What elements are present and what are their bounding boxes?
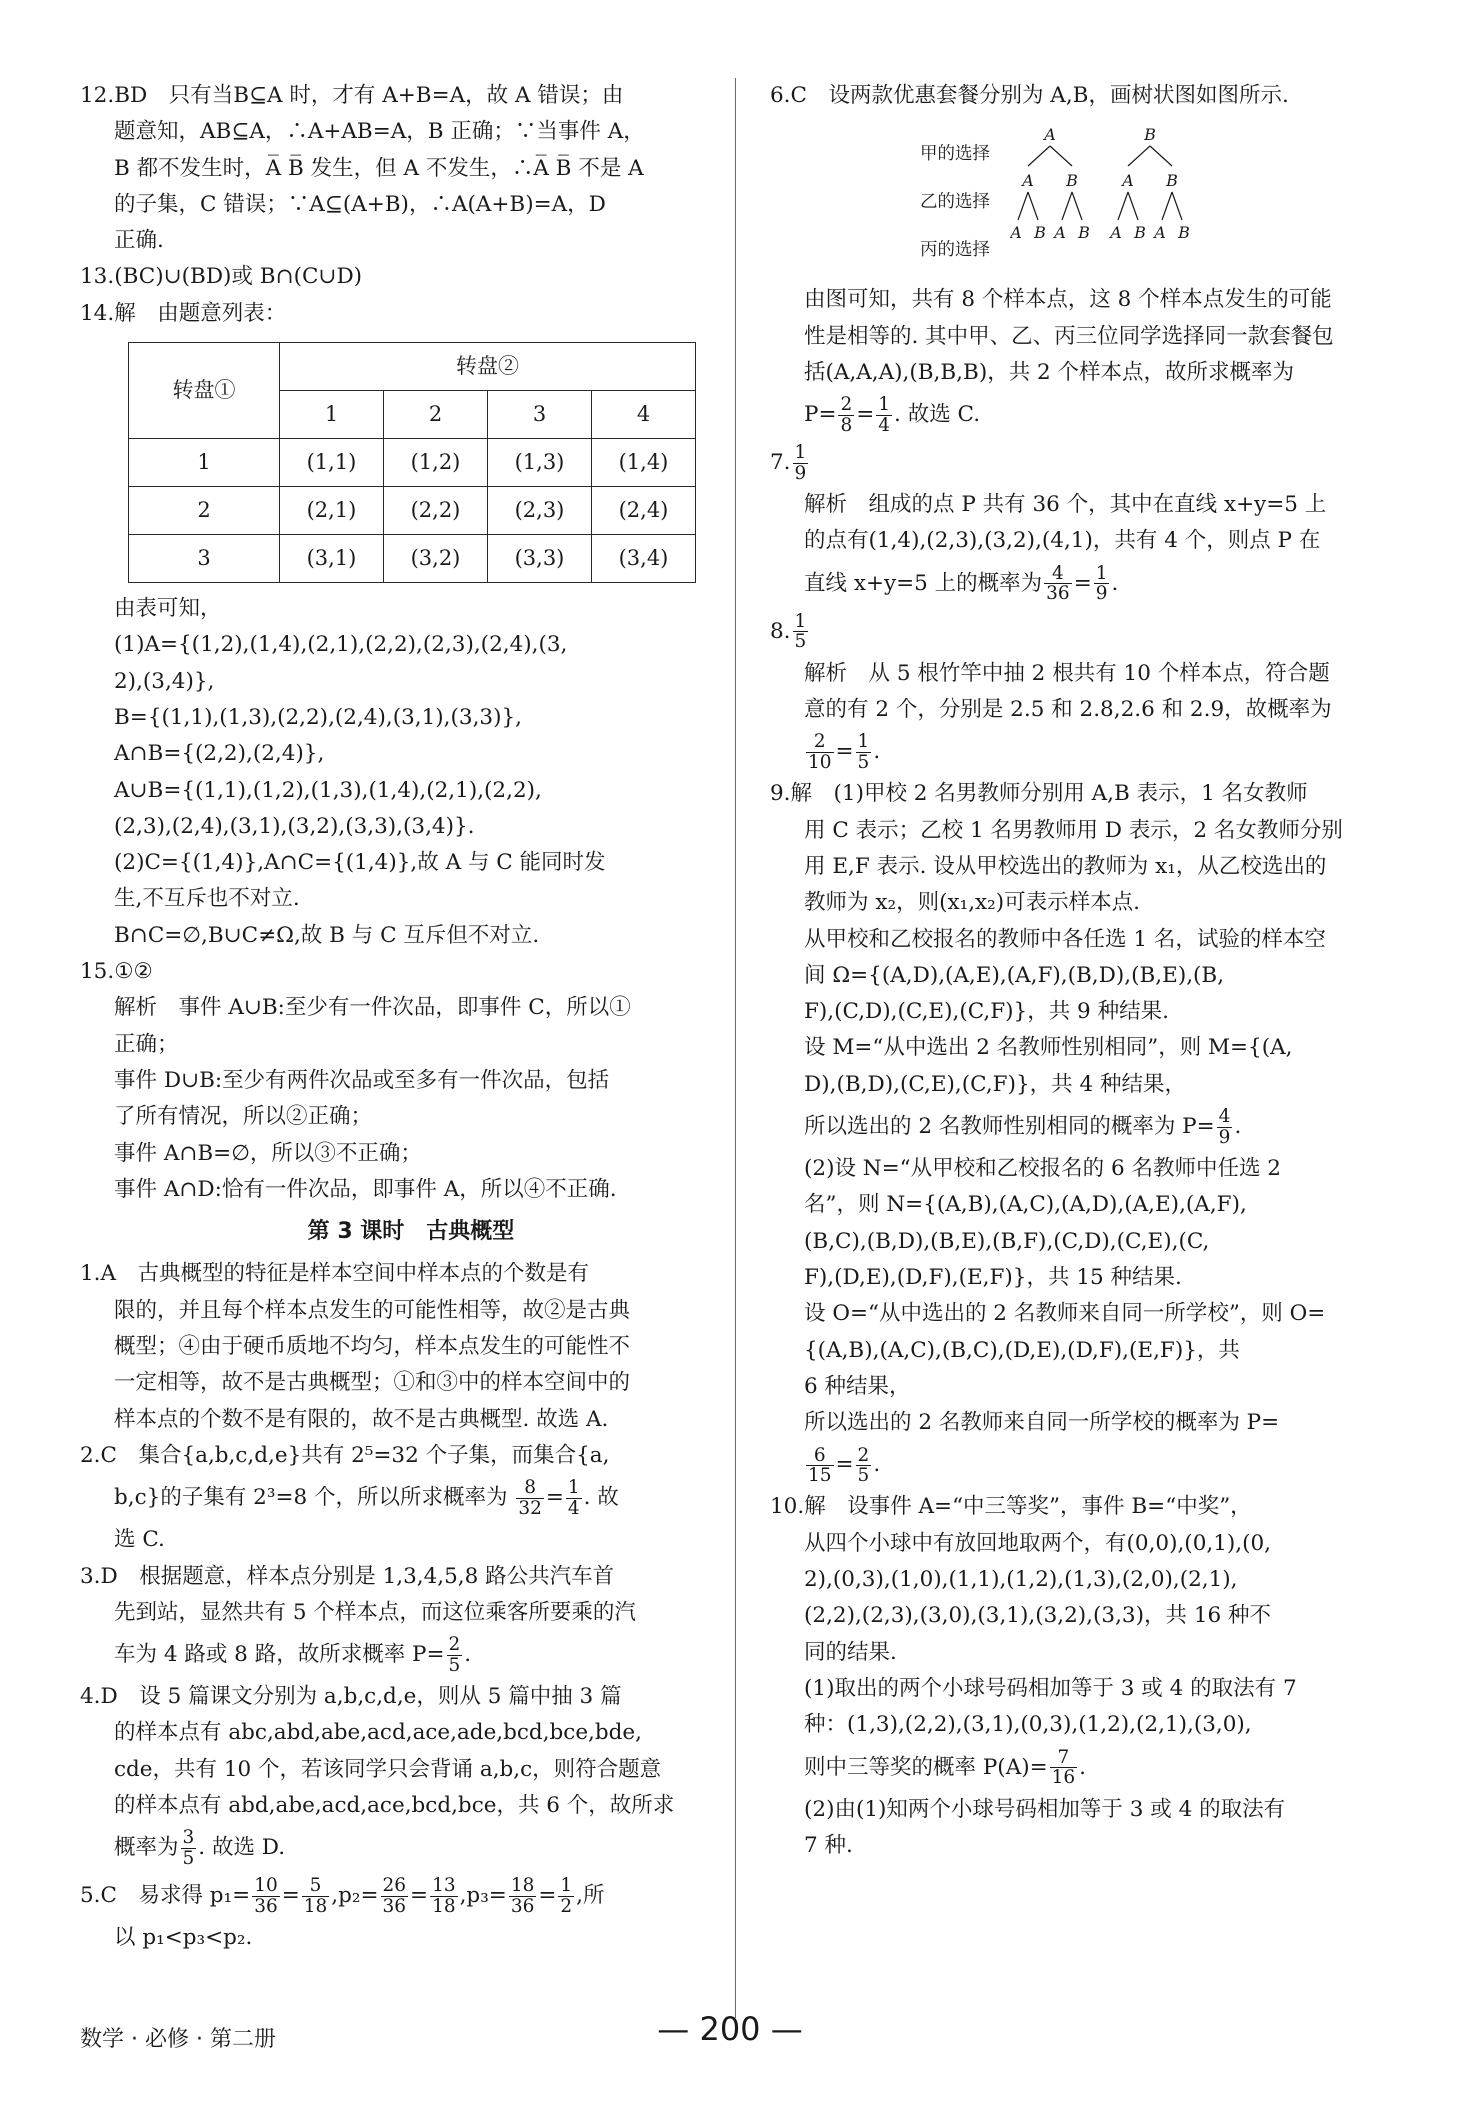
text-span: . 故选 D. — [198, 1835, 286, 1861]
table-cell: (2,3) — [488, 487, 592, 535]
text-line — [80, 1824, 712, 1872]
answer-c8 — [770, 608, 1400, 777]
denominator: 4 — [878, 414, 891, 436]
tree-diagram — [920, 120, 1400, 274]
table-cell: (1,3) — [488, 439, 592, 487]
denominator: 9 — [1218, 1126, 1231, 1148]
text-span: . — [873, 739, 881, 765]
tree-svg — [1010, 120, 1210, 270]
text-line: 教师为 x₂，则(x₁,x₂)可表示样本点. — [804, 890, 1141, 916]
table-cell: (2,1) — [280, 487, 384, 535]
text-span: 直线 x+y=5 上的概率为 — [804, 570, 1043, 596]
text-span: . — [464, 1642, 472, 1668]
answer-c7 — [770, 439, 1400, 608]
denominator: 5 — [182, 1847, 195, 1869]
tree-node: B — [1178, 223, 1190, 243]
denominator: 5 — [857, 1464, 870, 1486]
answer-13: 13.(BC)∪(BD)或 B∩(C∪D) — [80, 264, 363, 290]
text-line — [770, 1103, 1400, 1151]
table-row — [129, 487, 696, 535]
denominator: 8 — [840, 414, 853, 436]
denominator: 36 — [382, 1895, 407, 1917]
outcome-table — [128, 342, 696, 583]
answer-c9 — [770, 776, 1400, 1489]
fraction — [1217, 1107, 1233, 1147]
text-line: 事件 A∩B=∅，所以③不正确； — [114, 1140, 422, 1166]
table-cell: (3,2) — [384, 535, 488, 583]
text-line: 名”，则 N={(A,B),(A,C),(A,D),(A,E),(A,F), — [804, 1192, 1247, 1218]
text-line: 一定相等，故不是古典概型；①和③中的样本空间中的 — [114, 1370, 631, 1396]
text-line: 用 E,F 表示. 设从甲校选出的教师为 x₁，从乙校选出的 — [804, 853, 1327, 879]
text-line: 由表可知， — [114, 596, 222, 622]
text-span: ,p₃= — [459, 1883, 507, 1909]
answer-c4 — [80, 1679, 712, 1872]
table-row — [129, 439, 696, 487]
table-corner: 转盘① — [129, 343, 280, 439]
tree-node: B — [1144, 125, 1156, 145]
table-cell: (2,4) — [592, 487, 696, 535]
answer-15 — [80, 954, 712, 1208]
text-line: A∩B={(2,2),(2,4)}, — [114, 741, 325, 767]
text-line: B 都不发生时，A̅ B̅ 发生，但 A 不发生，∴A̅ B̅ 不是 A — [114, 155, 644, 181]
fraction — [430, 1876, 458, 1916]
text-line: 2),(0,3),(1,0),(1,1),(1,2),(1,3),(2,0),(2,1), — [804, 1567, 1238, 1593]
text-line: 所以选出的 2 名教师来自同一所学校的概率为 P= — [804, 1410, 1280, 1436]
text-line: 2.C 集合{a,b,c,d,e}共有 2⁵=32 个子集，而集合{a, — [80, 1442, 610, 1468]
fraction — [252, 1876, 280, 1916]
table-col-header: 1 — [280, 391, 384, 439]
text-line: 同的结果. — [804, 1639, 897, 1665]
text-line: A∪B={(1,1),(1,2),(1,3),(1,4),(2,1),(2,2), — [114, 777, 542, 803]
fraction — [838, 395, 854, 435]
text-line: 解析 组成的点 P 共有 36 个，其中在直线 x+y=5 上 — [804, 492, 1327, 518]
text-span: ,p₂= — [331, 1883, 379, 1909]
answer-c10 — [770, 1489, 1400, 1864]
fraction — [1050, 1748, 1078, 1788]
text-line: 6 种结果， — [804, 1373, 911, 1399]
numerator: 3 — [182, 1827, 195, 1849]
tree-labels — [920, 130, 1010, 274]
text-line: 的点有(1,4),(2,3),(3,2),(4,1)，共有 4 个，则点 P 在 — [804, 528, 1321, 554]
text-line: 9.解 (1)甲校 2 名男教师分别用 A,B 表示，1 名女教师 — [770, 781, 1308, 807]
numerator: 13 — [432, 1875, 456, 1897]
text-span: . — [1234, 1114, 1242, 1140]
text-line — [80, 1631, 712, 1679]
table-col-header: 4 — [592, 391, 696, 439]
denominator: 10 — [808, 751, 832, 773]
left-column — [80, 78, 712, 1957]
text-line: (1)A={(1,2),(1,4),(2,1),(2,2),(2,3),(2,4),(3, — [114, 632, 568, 658]
text-line: 15.①② — [80, 959, 153, 985]
numerator: 1 — [794, 610, 807, 632]
numerator: 4 — [1044, 564, 1072, 584]
text-line: 设 O=“从中选出的 2 名教师来自同一所学校”，则 O= — [804, 1301, 1326, 1327]
fraction — [876, 395, 892, 435]
tree-label-first: 甲的选择 — [920, 144, 990, 165]
text-line: 10.解 设事件 A=“中三等奖”，事件 B=“中奖”， — [770, 1494, 1252, 1520]
numerator: 1 — [857, 731, 870, 753]
text-span: ,所 — [576, 1883, 605, 1909]
text-line: 的子集，C 错误；∵A⊆(A+B)，∴A(A+B)=A，D — [114, 191, 606, 217]
answer-c6-head: 6.C 设两款优惠套餐分别为 A,B，画树状图如图所示. — [770, 83, 1289, 108]
text-line: 7 种. — [804, 1832, 853, 1858]
denominator: 9 — [1095, 583, 1108, 605]
text-line: 的样本点有 abc,abd,abe,acd,ace,ade,bcd,bce,bde, — [114, 1720, 642, 1746]
fraction — [181, 1828, 197, 1868]
text-line: 4.D 设 5 篇课文分别为 a,b,c,d,e，则从 5 篇中抽 3 篇 — [80, 1684, 622, 1710]
text-line: (B,C),(B,D),(B,E),(B,F),(C,D),(C,E),(C, — [804, 1228, 1210, 1254]
answer-c1 — [80, 1256, 712, 1437]
table-row-label: 3 — [129, 535, 280, 583]
text-line: 以 p₁<p₃<p₂. — [114, 1925, 253, 1951]
question-number: 8. — [770, 618, 791, 644]
table-col-header: 3 — [488, 391, 592, 439]
text-line — [770, 608, 1400, 656]
text-line: (2,3),(2,4),(3,1),(3,2),(3,3),(3,4)}. — [114, 813, 475, 839]
fraction — [509, 1876, 537, 1916]
text-line: 从甲校和乙校报名的教师中各任选 1 名，试验的样本空 — [804, 926, 1326, 952]
text-line: 正确. — [114, 228, 164, 254]
tree-node: B — [1134, 223, 1146, 243]
text-line: D),(B,D),(C,E),(C,F)}，共 4 种结果， — [804, 1071, 1187, 1097]
text-line: $\frac{2}{10}$ = $\frac{1}{5}$ . — [808, 731, 881, 773]
text-line: 样本点的个数不是有限的，故不是古典概型. 故选 A. — [114, 1406, 609, 1432]
text-span: . — [1079, 1754, 1086, 1780]
text-line: cde，共有 10 个，若该同学只会背诵 a,b,c，则符合题意 — [114, 1756, 662, 1782]
fraction — [793, 612, 809, 652]
text-line: 题意知，AB⊆A，∴A+AB=A，B 正确；∵当事件 A， — [114, 119, 645, 145]
numerator: 1 — [567, 1477, 580, 1499]
text-span: 车为 4 路或 8 路，故所求概率 P= — [114, 1642, 445, 1668]
text-line: 的样本点有 abd,abe,acd,ace,bcd,bce，共 6 个，故所求 — [114, 1792, 675, 1818]
page-number: — 200 — — [657, 2010, 803, 2048]
table-row — [129, 535, 696, 583]
tree-node: A — [1122, 171, 1134, 191]
text-line: 从四个小球中有放回地取两个，有(0,0),(0,1),(0, — [804, 1530, 1272, 1556]
text-line: 3.D 根据题意，样本点分别是 1,3,4,5,8 路公共汽车首 — [80, 1563, 615, 1589]
table-cell: (1,1) — [280, 439, 384, 487]
numerator: 18 — [510, 1875, 535, 1897]
text-span: . 故选 C. — [894, 402, 981, 428]
denominator: 36 — [1046, 583, 1070, 605]
numerator: 7 — [1050, 1748, 1078, 1768]
text-line: 选 C. — [114, 1527, 165, 1553]
right-column — [770, 78, 1400, 1864]
fraction — [566, 1478, 582, 1518]
answer-12 — [80, 78, 712, 259]
denominator: 18 — [303, 1895, 328, 1917]
text-line: 解析 从 5 根竹竿中抽 2 根共有 10 个样本点，符合题 — [804, 660, 1330, 686]
text-line: 12.BD 只有当B⊆A 时，才有 A+B=A，故 A 错误；由 — [80, 83, 624, 108]
text-line: 1.A 古典概型的特征是样本空间中样本点的个数是有 — [80, 1261, 590, 1287]
tree-node: A — [1022, 171, 1034, 191]
numerator: 26 — [382, 1875, 407, 1897]
denominator: 16 — [1051, 1767, 1076, 1788]
text-line: B={(1,1),(1,3),(2,2),(2,4),(3,1),(3,3)}, — [114, 704, 522, 730]
tree-node: A — [1010, 223, 1022, 243]
fraction — [1044, 564, 1072, 604]
denominator: 5 — [857, 751, 870, 773]
numerator: 1 — [560, 1875, 573, 1897]
fraction — [856, 732, 872, 772]
tree-node: B — [1066, 171, 1078, 191]
numerator: 2 — [840, 394, 853, 416]
text-line: 限的，并且每个样本点发生的可能性相等，故②是古典 — [114, 1297, 631, 1323]
numerator: 1 — [878, 394, 891, 416]
tree-node: A — [1054, 223, 1066, 243]
text-span: 所以选出的 2 名教师性别相同的概率为 P= — [804, 1114, 1215, 1140]
denominator: 5 — [448, 1654, 461, 1676]
text-line: (2)由(1)知两个小球号码相加等于 3 或 4 的取法有 — [804, 1796, 1286, 1822]
table-row-label: 1 — [129, 439, 280, 487]
text-line: 先到站，显然共有 5 个样本点，而这位乘客所要乘的汽 — [114, 1599, 636, 1625]
text-line: {(A,B),(A,C),(B,C),(D,E),(D,F),(E,F)}，共 — [804, 1337, 1240, 1363]
table-cell: (2,2) — [384, 487, 488, 535]
table-cell: (1,2) — [384, 439, 488, 487]
table-cell: (3,4) — [592, 535, 696, 583]
text-line: 直线 x+y=5 上的概率为 $\frac{4}{36}$ = $\frac{1}{9}$ . — [804, 562, 1119, 605]
denominator: 18 — [432, 1895, 456, 1917]
numerator: 4 — [1218, 1106, 1231, 1128]
answer-c2 — [80, 1438, 712, 1559]
table-cell: (1,4) — [592, 439, 696, 487]
text-span: b,c}的子集有 2³=8 个，所以所求概率为 — [114, 1485, 508, 1511]
tree-node: A — [1110, 223, 1122, 243]
denominator: 2 — [560, 1895, 573, 1917]
text-span: 概率为 — [114, 1835, 179, 1861]
text-line: 用 C 表示；乙校 1 名男教师用 D 表示，2 名女教师分别 — [804, 817, 1343, 843]
numerator: 1 — [1095, 562, 1108, 584]
answer-14-head: 14.解 由题意列表： — [80, 300, 287, 326]
fraction — [806, 1446, 834, 1486]
text-line: F),(C,D),(C,E),(C,F)}，共 9 种结果. — [804, 999, 1169, 1025]
numerator: 2 — [857, 1444, 870, 1466]
text-line: F),(D,E),(D,F),(E,F)}，共 15 种结果. — [804, 1264, 1182, 1290]
text-line: 事件 D∪B:至少有两件次品或至多有一件次品，包括 — [114, 1067, 610, 1093]
text-line — [770, 1744, 1400, 1792]
answer-c3 — [80, 1559, 712, 1680]
text-line: 由图可知，共有 8 个样本点，这 8 个样本点发生的可能 — [804, 287, 1332, 313]
numerator: 5 — [302, 1876, 330, 1896]
fraction — [558, 1876, 574, 1916]
fraction — [806, 732, 834, 772]
numerator: 1 — [794, 442, 807, 464]
text-line: 间 Ω={(A,D),(A,E),(A,F),(B,D),(B,E),(B, — [804, 962, 1225, 988]
text-line — [770, 439, 1400, 487]
fraction — [856, 1446, 872, 1486]
answer-14-body — [80, 591, 712, 954]
text-span: . 故 — [583, 1485, 619, 1511]
table-top-header: 转盘② — [280, 343, 696, 391]
tree-label-third: 丙的选择 — [920, 240, 990, 261]
book-title: 数学 · 必修 · 第二册 — [80, 2027, 276, 2052]
table-col-header: 2 — [384, 391, 488, 439]
tree-node: A — [1044, 125, 1056, 145]
numerator: 8 — [516, 1478, 544, 1498]
table-cell: (3,1) — [280, 535, 384, 583]
text-line: 生,不互斥也不对立. — [114, 886, 300, 912]
text-line: 事件 A∩D:恰有一件次品，即事件 A，所以④不正确. — [114, 1176, 617, 1202]
tree-node: B — [1166, 171, 1178, 191]
equals: = — [545, 1485, 564, 1511]
fraction — [516, 1478, 544, 1518]
denominator: 4 — [567, 1497, 580, 1519]
fraction — [302, 1876, 330, 1916]
text-line: 了所有情况，所以②正确； — [114, 1104, 373, 1130]
denominator: 9 — [794, 462, 807, 484]
denominator: 36 — [254, 1895, 278, 1917]
text-line: B∩C=∅,B∪C≠Ω,故 B 与 C 互斥但不对立. — [114, 922, 540, 948]
text-line: 设 M=“从中选出 2 名教师性别相同”，则 M={(A, — [804, 1035, 1293, 1061]
text-line: P= $\frac{2}{8}$ = $\frac{1}{4}$ . 故选 C. — [804, 394, 981, 436]
text-line: 概型；④由于硬币质地不均匀，样本点发生的可能性不 — [114, 1334, 631, 1360]
text-span: 则中三等奖的概率 P(A)= — [804, 1754, 1048, 1780]
answer-c5 — [80, 1872, 712, 1956]
text-line: $\frac{6}{15}$ = $\frac{2}{5}$ . — [808, 1444, 881, 1486]
text-line: 括(A,A,A),(B,B,B)，共 2 个样本点，故所求概率为 — [804, 359, 1295, 385]
text-line: 5.C 易求得 p₁= $\frac{10}{36}$ = $\frac{5}{18}$ ,p₂= $\frac{26}{36}$ = $\frac{13}{18}$ ,p₃= $\frac{18}{36}$ = $\frac{1}{2}$ ,所 — [80, 1875, 605, 1917]
denominator: 15 — [808, 1464, 832, 1486]
denominator: 32 — [518, 1497, 542, 1519]
text-line: (2,2),(2,3),(3,0),(3,1),(3,2),(3,3)，共 16 种不 — [804, 1603, 1272, 1629]
numerator: 2 — [448, 1634, 461, 1656]
text-line: (1)取出的两个小球号码相加等于 3 或 4 的取法有 7 — [804, 1675, 1297, 1701]
text-line: 性是相等的. 其中甲、乙、丙三位同学选择同一款套餐包 — [804, 323, 1334, 349]
tree-label-second: 乙的选择 — [920, 192, 990, 213]
numerator: 10 — [254, 1875, 278, 1897]
fraction — [381, 1876, 409, 1916]
text-span: . — [873, 1452, 881, 1478]
text-line: 正确； — [114, 1031, 179, 1057]
text-line: (2)C={(1,4)},A∩C={(1,4)},故 A 与 C 能同时发 — [114, 850, 606, 876]
denominator: 5 — [794, 631, 807, 653]
denominator: 36 — [510, 1895, 535, 1917]
text-line: (2)设 N=“从甲校和乙校报名的 6 名教师中任选 2 — [804, 1156, 1281, 1182]
lesson-title: 第 3 课时 古典概型 — [307, 1219, 515, 1245]
text-line: 2),(3,4)}, — [114, 668, 215, 694]
text-span: . — [1111, 570, 1119, 596]
question-number: 7. — [770, 450, 791, 476]
fraction — [1094, 564, 1110, 604]
text-line: 种：(1,3),(2,2),(3,1),(0,3),(1,2),(2,1),(3,0), — [804, 1712, 1252, 1738]
text-span: P= — [804, 402, 837, 428]
column-divider — [735, 78, 736, 2018]
fraction — [447, 1635, 463, 1675]
fraction — [793, 443, 809, 483]
numerator: 6 — [806, 1446, 834, 1466]
text-line — [80, 1474, 712, 1522]
table-cell: (3,3) — [488, 535, 592, 583]
text-line: 解析 事件 A∪B:至少有一件次品，即事件 C，所以① — [114, 995, 631, 1021]
numerator: 2 — [806, 732, 834, 752]
tree-node: A — [1154, 223, 1166, 243]
text-line: 意的有 2 个，分别是 2.5 和 2.8,2.6 和 2.9，故概率为 — [804, 697, 1332, 723]
table-row-label: 2 — [129, 487, 280, 535]
tree-node: B — [1034, 223, 1046, 243]
text-span: 5.C 易求得 p₁= — [80, 1883, 251, 1909]
answer-c6-body — [770, 282, 1400, 439]
tree-node: B — [1078, 223, 1090, 243]
